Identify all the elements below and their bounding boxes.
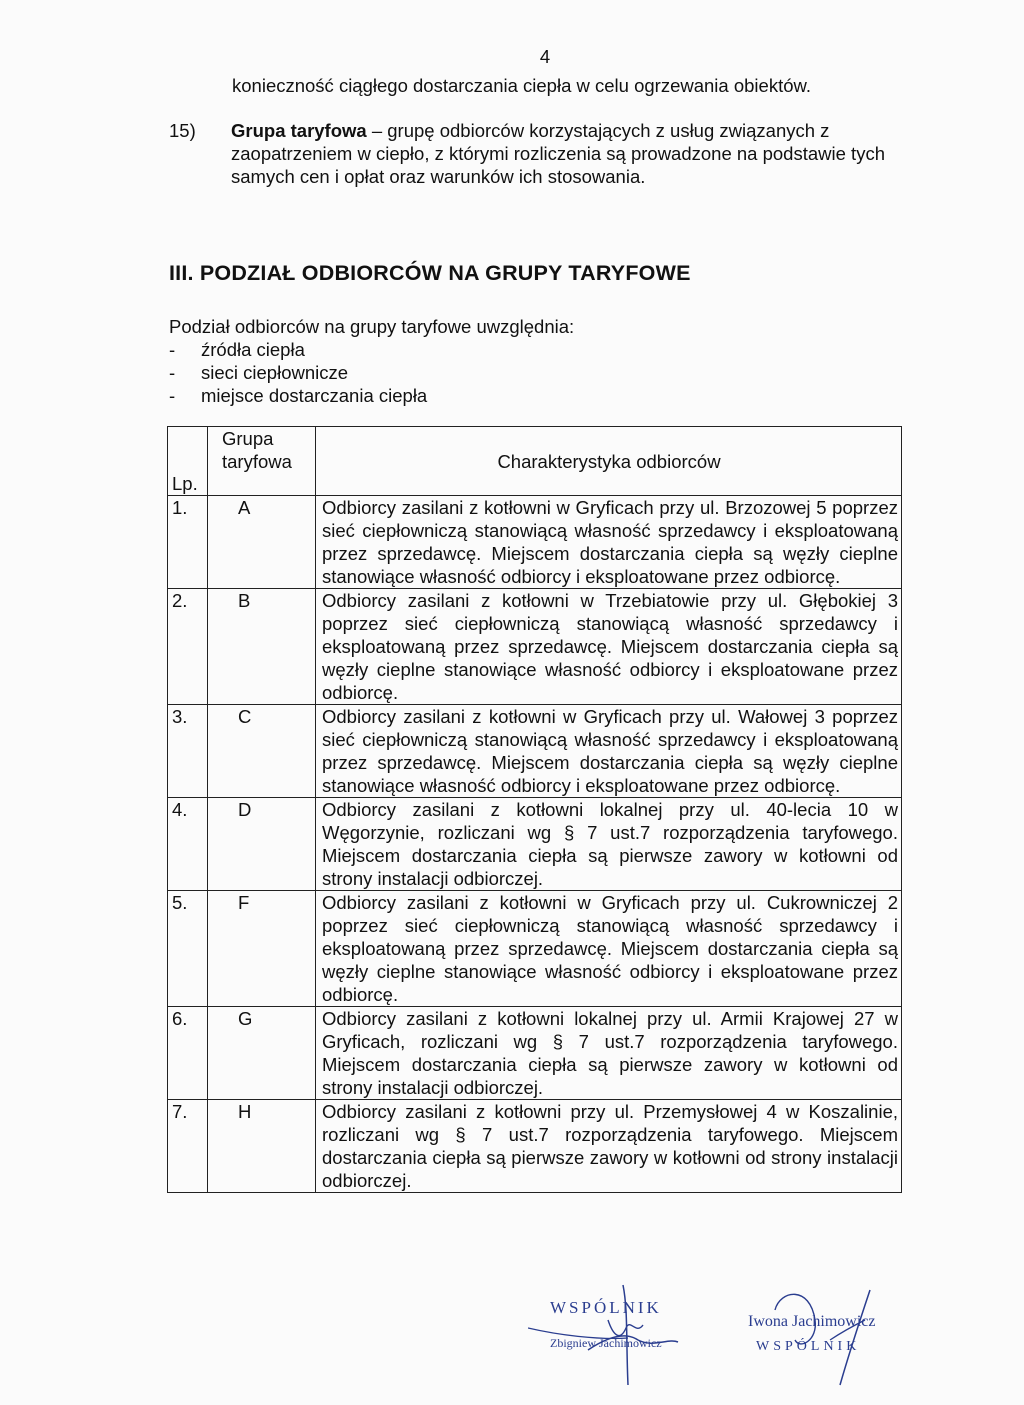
table-row	[168, 705, 902, 798]
page-number: 4	[539, 46, 551, 67]
stamp-org-left: WSPÓLNIK	[550, 1298, 662, 1317]
cell-description: Odbiorcy zasilani z kotłowni w Trzebiatowie przy ul. Głębokiej 3 poprzez sieć ciepłowniczą stanowiącą własność sprzedawcy i eksploatowaną przez sprzedawcę. Miejscem dostarczania ciepła są węzły cieplne stanowiące własność odbiorcy i eksploatowane przez odbiorcę.	[316, 589, 902, 705]
stamp-org-right: WSPÓLNIK	[756, 1339, 861, 1354]
cell-description: Odbiorcy zasilani z kotłowni lokalnej przy ul. Armii Krajowej 27 w Gryficach, rozliczani wg § 7 ust.7 rozporządzenia taryfowego. Miejscem dostarczania ciepła są pierwsze zawory w kotłowni od strony instalacji odbiorczej.	[316, 1007, 902, 1100]
cell-lp: 3.	[168, 705, 208, 798]
division-intro	[169, 315, 869, 407]
defined-term: Grupa taryfowa	[231, 120, 367, 141]
definition-item-15	[169, 119, 904, 188]
list-item-text: miejsce dostarczania ciepła	[201, 385, 428, 406]
table-row	[168, 1007, 902, 1100]
cell-group: A	[208, 496, 316, 589]
header-characteristics: Charakterystyka odbiorców	[316, 427, 902, 496]
cell-group: H	[208, 1100, 316, 1193]
cell-group: D	[208, 798, 316, 891]
tariff-groups-table	[167, 426, 902, 1193]
cell-description: Odbiorcy zasilani z kotłowni przy ul. Przemysłowej 4 w Koszalinie, rozliczani wg § 7 ust.7 rozporządzenia taryfowego. Miejscem dostarczania ciepła są pierwsze zawory w kotłowni od strony instalacji odbiorczej.	[316, 1100, 902, 1193]
intro-lead: Podział odbiorców na grupy taryfowe uwzględnia:	[169, 316, 575, 337]
list-item: - źródła ciepła	[169, 339, 305, 360]
list-item-text: sieci ciepłownicze	[201, 362, 349, 383]
stamp-name-left: Zbigniew Jachimowicz	[550, 1336, 662, 1350]
cell-lp: 4.	[168, 798, 208, 891]
header-group-line1: Grupa	[222, 428, 274, 449]
header-group	[208, 427, 316, 496]
stamp-signature-left	[528, 1280, 698, 1390]
table-row	[168, 891, 902, 1007]
cell-group: F	[208, 891, 316, 1007]
list-item: - sieci ciepłownicze	[169, 362, 349, 383]
cell-lp: 7.	[168, 1100, 208, 1193]
cell-description: Odbiorcy zasilani z kotłowni lokalnej przy ul. 40-lecia 10 w Węgorzynie, rozliczani wg § 7 ust.7 rozporządzenia taryfowego. Miejscem dostarczania ciepła są pierwsze zawory w kotłowni od strony instalacji odbiorczej.	[316, 798, 902, 891]
table-row	[168, 496, 902, 589]
header-group-line2: taryfowa	[222, 451, 292, 472]
item-body	[231, 119, 904, 188]
cell-lp: 6.	[168, 1007, 208, 1100]
cell-lp: 5.	[168, 891, 208, 1007]
table-row	[168, 1100, 902, 1193]
cell-group: C	[208, 705, 316, 798]
item-number: 15)	[169, 120, 196, 141]
table-header-row	[168, 427, 902, 496]
stamp-name-right: Iwona Jachimowicz	[748, 1313, 876, 1330]
header-lp: Lp.	[168, 427, 208, 496]
cell-lp: 2.	[168, 589, 208, 705]
list-item-text: źródła ciepła	[201, 339, 305, 360]
cell-description: Odbiorcy zasilani z kotłowni w Gryficach przy ul. Wałowej 3 poprzez sieć ciepłowniczą stanowiącą własność sprzedawcy i eksploatowaną przez sprzedawcę. Miejscem dostarczania ciepła są węzły cieplne stanowiące własność odbiorcy i eksploatowane przez odbiorcę.	[316, 705, 902, 798]
table-row	[168, 798, 902, 891]
cell-group: B	[208, 589, 316, 705]
table-row	[168, 589, 902, 705]
continuation-line: konieczność ciągłego dostarczania ciepła w celu ogrzewania obiektów.	[232, 75, 811, 96]
cell-description: Odbiorcy zasilani z kotłowni w Gryficach przy ul. Brzozowej 5 poprzez sieć ciepłowniczą stanowiącą własność sprzedawcy i eksploatowaną przez sprzedawcę. Miejscem dostarczania ciepła są węzły cieplne stanowiące własność odbiorcy i eksploatowane przez odbiorcę.	[316, 496, 902, 589]
list-item: - miejsce dostarczania ciepła	[169, 385, 428, 406]
cell-lp: 1.	[168, 496, 208, 589]
section-title: III. PODZIAŁ ODBIORCÓW NA GRUPY TARYFOWE	[169, 261, 691, 285]
definition-text: – grupę odbiorców korzystających z usług związanych z zaopatrzeniem w ciepło, z którymi rozliczenia są prowadzone na podstawie tych samych cen i opłat oraz warunków ich stosowania.	[231, 120, 885, 187]
cell-description: Odbiorcy zasilani z kotłowni w Gryficach przy ul. Cukrowniczej 2 poprzez sieć ciepłowniczą stanowiącą własność sprzedawcy i eksploatowaną przez sprzedawcę. Miejscem dostarczania ciepła są węzły cieplne stanowiące własność odbiorcy i eksploatowane przez odbiorcę.	[316, 891, 902, 1007]
cell-group: G	[208, 1007, 316, 1100]
stamp-signature-right	[740, 1280, 920, 1390]
